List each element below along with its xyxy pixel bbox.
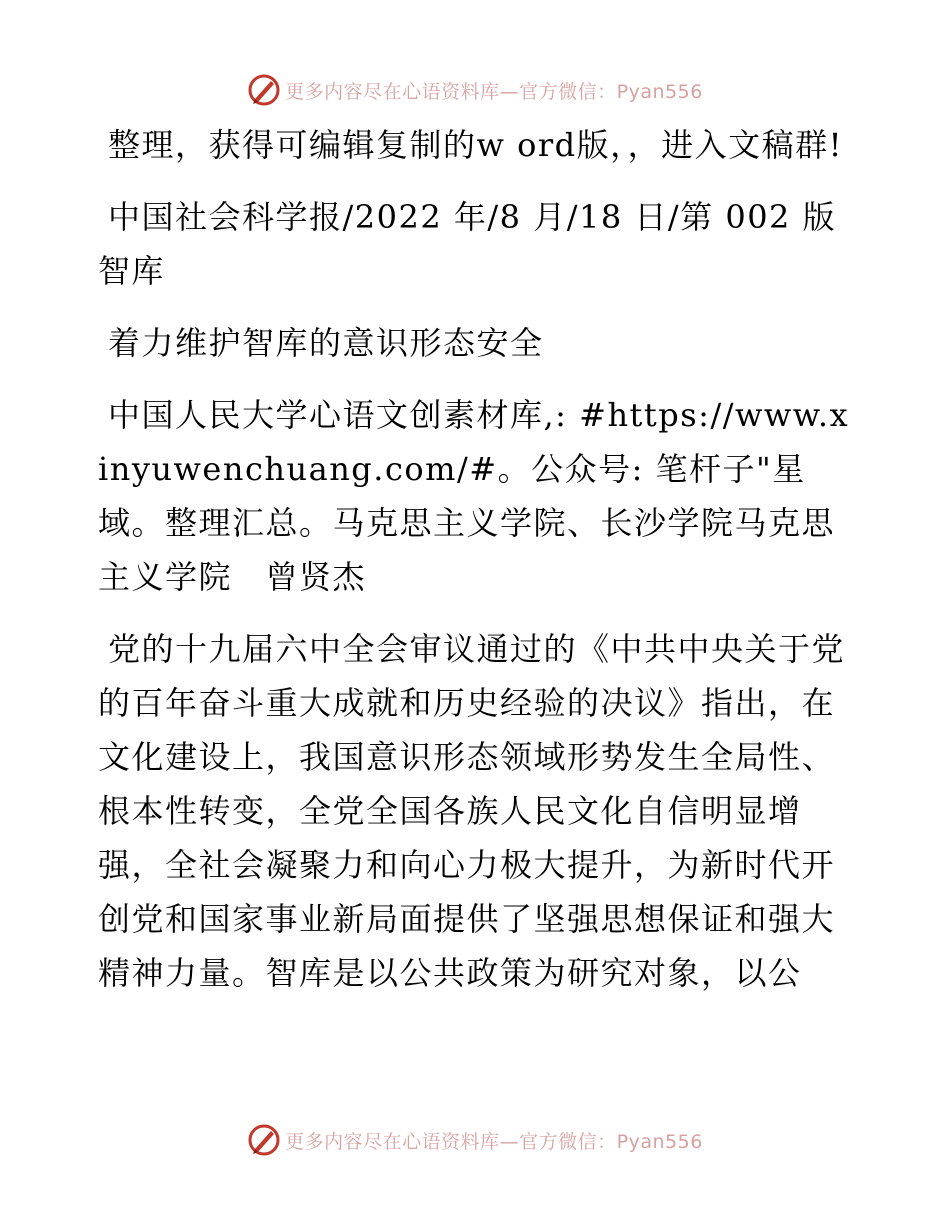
- document-body: [98, 118, 858, 1024]
- author-line: 中国人民大学心语文创素材库,: #https://www.xinyuwenchuang.com/#。公众号: 笔杆子"星域。整理汇总。马克思主义学院、长沙学院马克思主义学院 曾贤杰: [98, 396, 850, 596]
- source-line: 中国社会科学报/2022 年/8 月/18 日/第 002 版智库: [98, 198, 837, 290]
- red-pen-circle-logo-icon: [247, 73, 281, 107]
- article-title: 着力维护智库的意识形态安全: [108, 324, 544, 362]
- header-banner-text: 更多内容尽在心语资料库—官方微信：Pyan556: [285, 80, 703, 103]
- footer-banner-text: 更多内容尽在心语资料库—官方微信：Pyan556: [285, 1130, 703, 1153]
- body-paragraph: 党的十九届六中全会审议通过的《中共中央关于党的百年奋斗重大成就和历史经验的决议》指出，在文化建设上，我国意识形态领域形势发生全局性、根本性转变，全党全国各族人民文化自信明显增强，全社会凝聚力和向心力极大提升，为新时代开创党和国家事业新局面提供了坚强思想保证和强大精神力量。智库是以公共政策为研究对象，以公: [98, 630, 846, 992]
- red-pen-circle-logo-icon: [247, 1123, 281, 1157]
- intro-paragraph: 整理，获得可编辑复制的w ord版，，进入文稿群!: [108, 126, 843, 164]
- header-banner: [0, 70, 950, 110]
- footer-banner: [0, 1120, 950, 1160]
